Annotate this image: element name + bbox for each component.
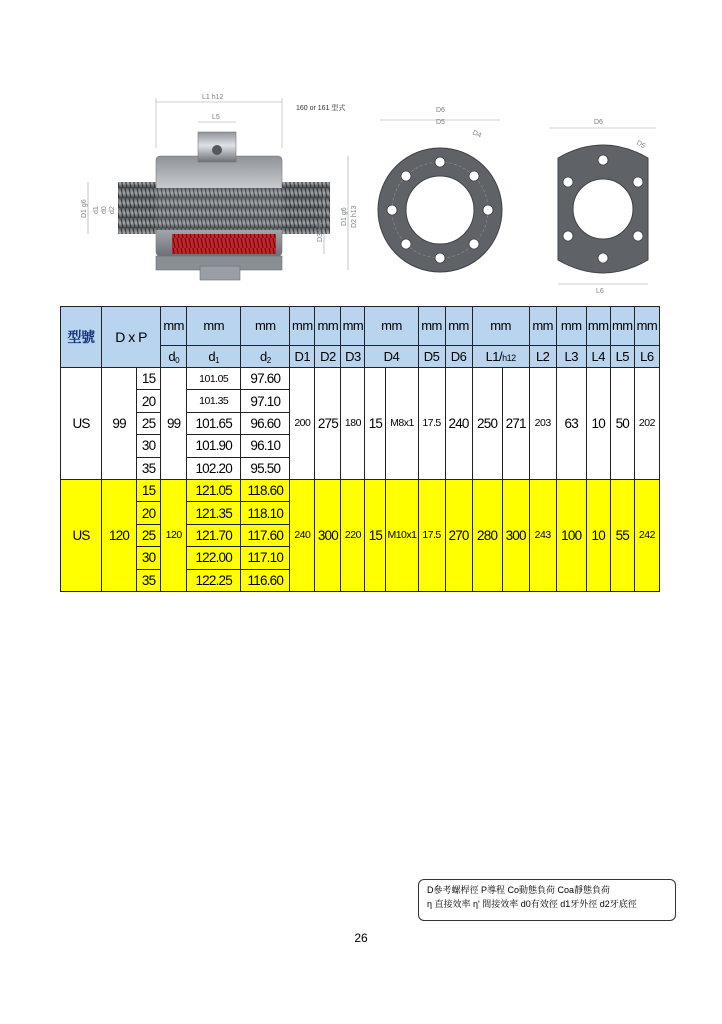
sym-L5: L5 [610, 346, 634, 368]
unit-D6: mm [445, 307, 472, 346]
cell-p: 35 [137, 569, 161, 591]
cell-d2: 117.10 [241, 547, 290, 569]
cell-D1: 240 [290, 479, 315, 591]
cell-D4-thread: M8x1 [386, 368, 418, 480]
cell-D1: 200 [290, 368, 315, 480]
unit-L6: mm [634, 307, 659, 346]
cell-L6: 242 [634, 479, 659, 591]
unit-d2: mm [241, 307, 290, 346]
cell-d1: 101.65 [187, 412, 241, 434]
cell-D4-count: 15 [365, 479, 386, 591]
cell-D5: 17.5 [418, 368, 445, 480]
dim-label-d0: d0 [101, 206, 108, 214]
cell-D3: 220 [341, 479, 365, 591]
cell-L1b: 271 [502, 368, 529, 480]
cell-p: 30 [137, 547, 161, 569]
drawing-type-note: 160 or 161 型式 [296, 105, 346, 112]
unit-D1: mm [290, 307, 315, 346]
cell-d1: 122.00 [187, 547, 241, 569]
sym-d1: $d_1$ [187, 346, 241, 368]
cell-D4-count: 15 [365, 368, 386, 480]
cell-D6: 270 [445, 479, 472, 591]
cell-p: 15 [137, 368, 161, 390]
legend-line-1: D參考螺桿徑 P導程 Co動態負荷 Coa靜態負荷 [427, 885, 611, 895]
sym-L2: L2 [529, 346, 556, 368]
cell-L1a: 280 [472, 479, 502, 591]
unit-L2: mm [529, 307, 556, 346]
cell-L2: 203 [529, 368, 556, 480]
cell-D3: 180 [341, 368, 365, 480]
sym-d2: $d_2$ [241, 346, 290, 368]
side-view [81, 94, 358, 280]
cell-p: 25 [137, 412, 161, 434]
sym-L4: L4 [586, 346, 610, 368]
dim-label-d1: d1 [93, 206, 100, 214]
dim-label-d5-front: D5 [436, 119, 445, 126]
cell-L1b: 300 [502, 479, 529, 591]
spec-table [60, 306, 660, 592]
cell-d2: 97.60 [241, 368, 290, 390]
cell-d1: 101.05 [187, 368, 241, 390]
sym-D1: D1 [290, 346, 315, 368]
unit-L3: mm [556, 307, 586, 346]
screw-section-red [172, 234, 276, 254]
sym-D2: D2 [315, 346, 341, 368]
dim-label-l5: L5 [212, 114, 220, 121]
cell-p: 20 [137, 502, 161, 524]
cell-d1: 102.20 [187, 457, 241, 479]
cell-d: 120 [102, 479, 137, 591]
cell-model: US [61, 479, 102, 591]
dim-label-d2h13: D2 h13 [351, 205, 358, 228]
sym-L3: L3 [556, 346, 586, 368]
lube-hole [212, 145, 222, 155]
table-row [61, 479, 660, 501]
cell-p: 30 [137, 435, 161, 457]
dim-label-d2: d2 [109, 206, 116, 214]
dim-label-d1g6-left: D1 g6 [81, 199, 88, 218]
sym-D5: D5 [418, 346, 445, 368]
sym-L1: L1/h12 [472, 346, 529, 368]
cell-d1: 121.70 [187, 524, 241, 546]
dim-label-d6-square: D6 [594, 119, 603, 126]
page-number: 26 [354, 931, 368, 945]
cell-d1: 121.35 [187, 502, 241, 524]
cell-d2: 96.10 [241, 435, 290, 457]
sym-D4: D4 [365, 346, 418, 368]
cell-D5: 17.5 [418, 479, 445, 591]
dim-label-d4: D4 [471, 129, 483, 140]
table-row [61, 368, 660, 390]
technical-drawing [60, 88, 660, 300]
legend-line-2: η 直接效率 η' 間接效率 d0有效徑 d1牙外徑 d2牙底徑 [427, 899, 637, 909]
sym-D6: D6 [445, 346, 472, 368]
header-dxp: D x P [102, 307, 161, 368]
cell-d2: 97.10 [241, 390, 290, 412]
dim-label-d5-square: D5 [635, 139, 647, 151]
dim-label-l6: L6 [596, 288, 604, 295]
cell-d2: 118.10 [241, 502, 290, 524]
unit-D2: mm [315, 307, 341, 346]
cell-L5: 50 [610, 368, 634, 480]
unit-L1: mm [472, 307, 529, 346]
legend-note-box [418, 879, 676, 921]
cell-d2: 96.60 [241, 412, 290, 434]
cell-d2: 116.60 [241, 569, 290, 591]
unit-d1: mm [187, 307, 241, 346]
cell-d1: 121.05 [187, 479, 241, 501]
unit-D3: mm [341, 307, 365, 346]
cell-p: 35 [137, 457, 161, 479]
cell-d1: 101.90 [187, 435, 241, 457]
cell-L6: 202 [634, 368, 659, 480]
cell-d1: 122.25 [187, 569, 241, 591]
sym-d0: $d_0$ [161, 346, 187, 368]
cell-d: 99 [102, 368, 137, 480]
unit-D5: mm [418, 307, 445, 346]
cell-L3: 63 [556, 368, 586, 480]
round-flange-view [378, 107, 502, 272]
dim-label-d3h6: D3 H6 [317, 222, 324, 242]
dim-label-d1g6-right: D1 g6 [341, 207, 348, 226]
cell-D6: 240 [445, 368, 472, 480]
cell-D2: 275 [315, 368, 341, 480]
cell-D2: 300 [315, 479, 341, 591]
cell-d2: 118.60 [241, 479, 290, 501]
sym-D3: D3 [341, 346, 365, 368]
cell-model: US [61, 368, 102, 480]
dim-label-d6-front: D6 [436, 107, 445, 114]
sym-L6: L6 [634, 346, 659, 368]
cell-L3: 100 [556, 479, 586, 591]
unit-L5: mm [610, 307, 634, 346]
cell-L1a: 250 [472, 368, 502, 480]
cell-p: 25 [137, 524, 161, 546]
cell-d1: 101.35 [187, 390, 241, 412]
dim-label-l1: L1 h12 [202, 94, 224, 101]
square-flange-view [550, 119, 656, 295]
cell-L4: 10 [586, 479, 610, 591]
header-model: 型號 [61, 307, 102, 368]
cell-D4-thread: M10x1 [386, 479, 418, 591]
cell-L2: 243 [529, 479, 556, 591]
cell-d2: 95.50 [241, 457, 290, 479]
cell-L4: 10 [586, 368, 610, 480]
unit-d0: mm [161, 307, 187, 346]
cell-L5: 55 [610, 479, 634, 591]
cell-d0: 120 [161, 479, 187, 591]
cell-d0: 99 [161, 368, 187, 480]
unit-L4: mm [586, 307, 610, 346]
unit-D4: mm [365, 307, 418, 346]
cell-d2: 117.60 [241, 524, 290, 546]
cell-p: 15 [137, 479, 161, 501]
cell-p: 20 [137, 390, 161, 412]
